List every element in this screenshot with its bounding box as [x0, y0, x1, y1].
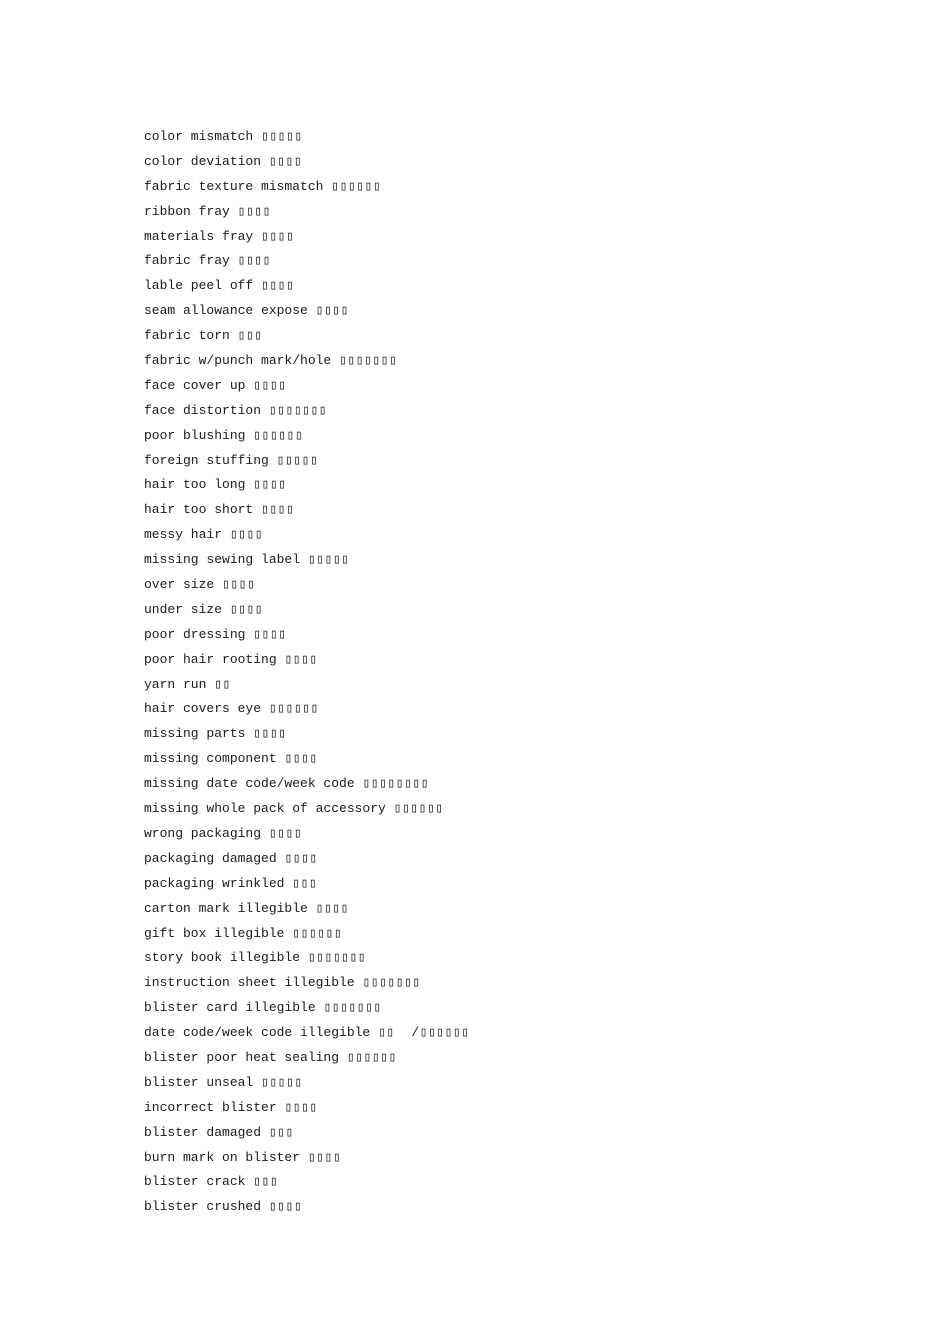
term-chinese: ▯▯▯▯▯▯ [292, 925, 343, 941]
term-chinese: ▯▯▯▯ [253, 377, 287, 393]
term-english: hair covers eye [144, 701, 262, 717]
list-item [144, 824, 470, 849]
term-english: materials fray [144, 228, 254, 244]
term-chinese: ▯▯▯▯▯▯ [331, 178, 382, 194]
term-chinese: ▯▯▯▯▯▯▯ [339, 353, 398, 369]
term-english: fabric fray [144, 253, 230, 269]
term-english: missing date code/week code [144, 776, 355, 792]
list-item [144, 675, 470, 700]
defect-term-list [144, 127, 470, 1222]
list-item [144, 874, 470, 899]
term-chinese: ▯▯▯▯ [268, 153, 303, 169]
list-item [144, 749, 470, 774]
term-english: burn mark on blister [144, 1149, 301, 1165]
list-item [144, 351, 470, 376]
term-chinese: ▯▯▯▯ [284, 751, 318, 767]
term-chinese: ▯▯▯▯ [237, 203, 271, 219]
term-chinese: ▯▯▯▯ [229, 527, 264, 543]
term-english: blister crushed [144, 1199, 262, 1215]
term-chinese: ▯▯▯▯▯▯▯ [362, 975, 421, 991]
list-item [144, 1123, 470, 1148]
term-chinese: ▯▯▯ [253, 1174, 279, 1190]
term-chinese: ▯▯▯▯ [253, 626, 287, 642]
term-chinese: ▯▯▯▯ [253, 477, 287, 493]
list-item [144, 625, 470, 650]
term-english: face distortion [144, 402, 262, 418]
term-chinese: ▯▯▯▯ [268, 825, 303, 841]
list-item [144, 1197, 470, 1222]
term-chinese: ▯▯▯▯ [284, 651, 318, 667]
term-english: carton mark illegible [144, 900, 308, 916]
list-item [144, 1073, 470, 1098]
term-chinese: ▯▯▯▯ [268, 1199, 303, 1215]
list-item [144, 251, 470, 276]
term-chinese: ▯▯▯▯ [222, 577, 256, 593]
term-english: blister damaged [144, 1124, 262, 1140]
list-item [144, 998, 470, 1023]
term-chinese: ▯▯ /▯▯▯▯▯▯ [378, 1025, 470, 1041]
list-item [144, 426, 470, 451]
list-item [144, 1023, 470, 1048]
list-item [144, 849, 470, 874]
term-english: color mismatch [144, 129, 254, 144]
term-chinese: ▯▯▯▯▯ [261, 1074, 303, 1090]
list-item [144, 152, 470, 177]
term-chinese: ▯▯ [214, 676, 231, 692]
term-english: messy hair [144, 527, 223, 543]
term-chinese: ▯▯▯▯▯▯ [253, 427, 304, 443]
term-chinese: ▯▯▯▯ [261, 502, 295, 518]
term-chinese: ▯▯▯ [237, 328, 263, 344]
list-item [144, 202, 470, 227]
term-chinese: ▯▯▯▯ [253, 726, 287, 742]
term-chinese: ▯▯▯▯▯▯ [393, 801, 444, 817]
list-item [144, 600, 470, 625]
list-item [144, 127, 470, 152]
term-chinese: ▯▯▯▯▯ [276, 452, 319, 468]
list-item [144, 227, 470, 252]
term-english: poor blushing [144, 427, 246, 443]
list-item [144, 475, 470, 500]
term-chinese: ▯▯▯▯ [261, 228, 295, 244]
term-english: fabric texture mismatch [144, 178, 324, 194]
term-chinese: ▯▯▯▯▯ [261, 129, 303, 144]
term-english: story book illegible [144, 950, 301, 966]
list-item [144, 376, 470, 401]
term-chinese: ▯▯▯▯ [307, 1149, 342, 1165]
term-chinese: ▯▯▯▯▯ [307, 552, 350, 568]
list-item [144, 899, 470, 924]
term-english: under size [144, 601, 223, 617]
term-english: packaging damaged [144, 850, 277, 866]
term-english: date code/week code illegible [144, 1025, 371, 1041]
list-item [144, 799, 470, 824]
list-item [144, 326, 470, 351]
term-english: blister crack [144, 1174, 246, 1190]
term-chinese: ▯▯▯▯ [237, 253, 271, 269]
term-english: missing parts [144, 726, 246, 742]
list-item [144, 774, 470, 799]
term-chinese: ▯▯▯ [292, 875, 318, 891]
term-chinese: ▯▯▯ [268, 1124, 294, 1140]
list-item [144, 1048, 470, 1073]
term-english: face cover up [144, 377, 246, 393]
term-chinese: ▯▯▯▯ [229, 601, 264, 617]
list-item [144, 1098, 470, 1123]
list-item [144, 699, 470, 724]
term-english: blister poor heat sealing [144, 1049, 340, 1065]
term-chinese: ▯▯▯▯▯▯▯ [268, 402, 328, 418]
term-english: seam allowance expose [144, 303, 308, 319]
list-item [144, 973, 470, 998]
list-item [144, 525, 470, 550]
term-english: missing sewing label [144, 552, 301, 568]
term-english: fabric torn [144, 328, 230, 344]
term-english: incorrect blister [144, 1099, 277, 1115]
list-item [144, 650, 470, 675]
term-chinese: ▯▯▯▯▯▯▯ [307, 950, 367, 966]
list-item [144, 948, 470, 973]
list-item [144, 177, 470, 202]
term-chinese: ▯▯▯▯ [261, 278, 295, 294]
term-english: hair too long [144, 477, 246, 493]
term-chinese: ▯▯▯▯▯▯▯ [323, 1000, 382, 1016]
term-chinese: ▯▯▯▯▯▯▯▯ [362, 776, 430, 792]
term-english: poor dressing [144, 626, 246, 642]
list-item [144, 550, 470, 575]
list-item [144, 276, 470, 301]
term-english: color deviation [144, 153, 262, 169]
term-english: ribbon fray [144, 203, 230, 219]
term-english: lable peel off [144, 278, 254, 294]
term-english: wrong packaging [144, 825, 262, 841]
list-item [144, 724, 470, 749]
list-item [144, 500, 470, 525]
term-english: foreign stuffing [144, 452, 269, 468]
term-english: missing component [144, 751, 277, 767]
term-english: packaging wrinkled [144, 875, 285, 891]
term-english: fabric w/punch mark/hole [144, 353, 332, 369]
term-english: hair too short [144, 502, 254, 518]
term-english: instruction sheet illegible [144, 975, 355, 991]
term-english: yarn run [144, 676, 207, 692]
term-chinese: ▯▯▯▯ [284, 1099, 318, 1115]
term-chinese: ▯▯▯▯ [315, 900, 349, 916]
list-item [144, 401, 470, 426]
term-english: over size [144, 577, 215, 593]
list-item [144, 924, 470, 949]
term-chinese: ▯▯▯▯▯▯ [268, 701, 319, 717]
term-english: gift box illegible [144, 925, 285, 941]
term-english: missing whole pack of accessory [144, 801, 386, 817]
list-item [144, 451, 470, 476]
term-english: poor hair rooting [144, 651, 277, 667]
term-english: blister card illegible [144, 1000, 316, 1016]
term-chinese: ▯▯▯▯▯▯ [346, 1049, 397, 1065]
list-item [144, 575, 470, 600]
list-item [144, 301, 470, 326]
term-chinese: ▯▯▯▯ [284, 850, 318, 866]
list-item [144, 1172, 470, 1197]
term-chinese: ▯▯▯▯ [315, 303, 349, 319]
term-english: blister unseal [144, 1074, 254, 1090]
list-item [144, 1148, 470, 1173]
